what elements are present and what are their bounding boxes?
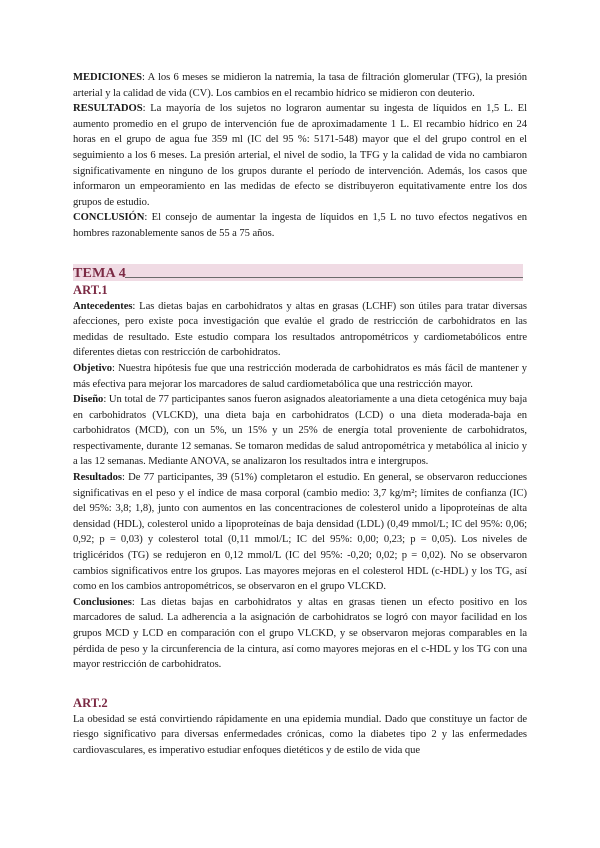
label-antecedentes: Antecedentes [73,300,133,312]
text-resultados: : La mayoría de los sujetos no lograron aumentar su ingesta de líquidos en 1,5 L. El aumento promedio en el grupo de intervención fue de aproximadamente 1 L. El recambio hídrico en 24 horas en el grupo de agua fue 359 ml (IC del 95 %: 5171-548) mayor que el del grupo control en el seguimiento a los 6 meses. La presión arterial, el nivel de sodio, la TFG y la calidad de vida no cambiaron significativamente en ninguno de los grupos durante el período de intervención. Además, los casos que informaron un empeoramiento en las medidas de efecto se distribuyeron equitativamente entre los dos grupos de estudio. [73,103,527,208]
heading-highlight [73,264,523,281]
paragraph-art2: La obesidad se está convirtiendo rápidamente en una epidemia mundial. Dado que constituye un factor de riesgo significativo para diversas enfermedades crónicas, como la diabetes tipo 2 y las enfermedades cardiovasculares, es imperativo estudiar enfoques dietéticos y de estilo de vida que [73,713,527,756]
spacer [73,242,527,264]
paragraph-conclusiones [73,595,527,673]
text-objetivo: : Nuestra hipótesis fue que una restricción moderada de carbohidratos es más fácil de mantener y más efectiva para mejorar los marcadores de salud cardiometabólica que una restricción mayor. [73,362,527,390]
text-conclusion: : El consejo de aumentar la ingesta de líquidos en 1,5 L no tuvo efectos negativos en hombres razonablemente sanos de 55 a 75 años. [73,212,527,239]
label-conclusiones: Conclusiones [73,596,132,608]
text-resultados-art1: : De 77 participantes, 39 (51%) completaron el estudio. En general, se observaron reducciones significativas en el peso y el índice de masa corporal (cambio medio: 3,7 kg/m²; límites de confianza (IC) del 95%: 3,8; 1,8), junto con aumentos en las concentraciones de colesterol unido a lipoproteínas de alta densidad (HDL), colesterol unido a lipoproteínas de baja densidad (LDL) (0,49 mmol/L; IC del 95%: 0,06; 0,92; p = 0,03) y colesterol total (0,11 mmol/L; IC del 95%: 0,00; 0,23; p = 0,05). Los niveles de triglicéridos (TG) se redujeron en 0,12 mmol/L (IC del 95%: -0,20; 0,02; p = 0,02). No se observaron cambios significativos entre los grupos. Las mayores mejoras en el colesterol HDL (c-HDL) y los TG, así como en los cambios antropométricos, se observaron en el grupo VLCKD. [73,472,527,593]
article-1-title: ART.1 [73,282,108,297]
paragraph-resultados [73,101,527,210]
text-conclusiones: : Las dietas bajas en carbohidratos y altas en grasas tienen un efecto positivo en los marcadores de salud. La adherencia a la asignación de carbohidratos se logró con mayor facilidad en los grupos MCD y LCD en comparación con el grupo VLCKD, y se observaron mejoras comparables en la pérdida de peso y la circunferencia de la cintura, así como mayores mejoras en el c-HDL y los TG con una mayor restricción de carbohidratos. [73,596,527,671]
paragraph-objetivo [73,361,527,392]
label-diseno: Diseño [73,394,104,406]
page-content [73,70,527,759]
text-diseno: : Un total de 77 participantes sanos fueron asignados aleatoriamente a una dieta cetogénica muy baja en carbohidratos (VLCKD), una dieta baja en carbohidratos (LCD) o una dieta moderada-baja en carbohidratos (MCD), con un 5%, un 15% y un 25% de energía total proveniente de carbohidratos, respectivamente, durante 12 semanas. Se tomaron medidas de salud antropométrica y metabólica al inicio y a las 12 semanas. Mediante ANOVA, se analizaron los resultados intra e intergrupos. [73,394,527,468]
text-antecedentes: : Las dietas bajas en carbohidratos y altas en grasas (LCHF) son útiles para tratar diversas afecciones, pero existe poca investigación que evalúe el grado de restricción de carbohidratos en las medidas de resultado. Este estudio compara los resultados antropométricos y cardiometabólicos entre diferentes dietas con restricción de carbohidratos. [73,300,527,359]
label-resultados: RESULTADOS [73,103,143,115]
spacer [73,673,527,695]
label-resultados-art1: Resultados [73,472,122,484]
paragraph-conclusion [73,210,527,241]
article-2-title: ART.2 [73,695,108,710]
heading-underline [125,277,523,278]
tema-title: TEMA 4 [73,265,126,281]
label-conclusion: CONCLUSIÓN [73,212,145,224]
paragraph-diseno [73,392,527,470]
paragraph-antecedentes [73,299,527,361]
label-mediciones: MEDICIONES [73,72,142,83]
label-objetivo: Objetivo [73,362,113,374]
paragraph-mediciones [73,70,527,101]
section-heading-tema [73,264,527,282]
paragraph-resultados-art1 [73,470,527,595]
text-mediciones: : A los 6 meses se midieron la natremia, la tasa de filtración glomerular (TFG), la presión arterial y la calidad de vida (CV). Los cambios en el recambio hídrico se midieron con deuterio. [73,72,527,99]
